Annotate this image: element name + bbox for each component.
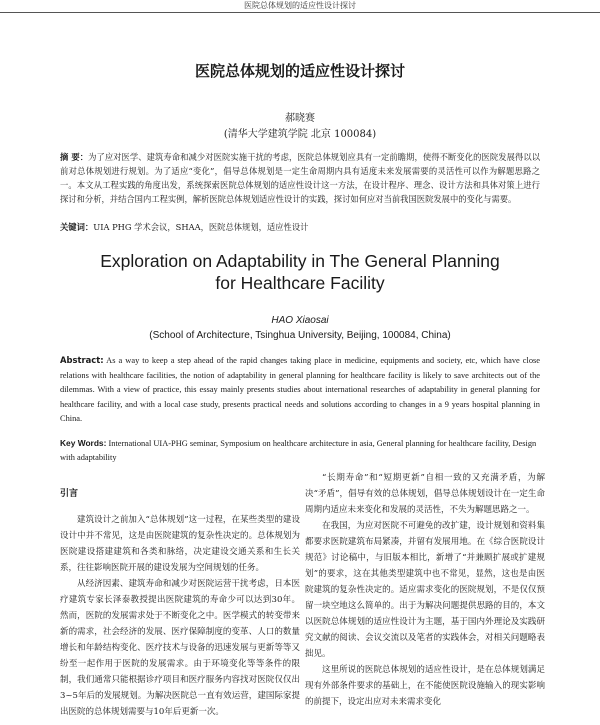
- left-paragraph-1: 建筑设计之前加入“总体规划”这一过程，在某些类型的建设设计中并不常见，这是由医院建筑的复杂性决定的。总体规划为医院建设搭建建筑和各类和脉络，决定建设交通关系和生长关系，往往影响医院开展的建设发展为空间规划的任务。: [60, 515, 300, 573]
- english-keywords-label: Key Words:: [60, 438, 107, 448]
- chinese-abstract: [60, 150, 540, 206]
- chinese-affiliation: (清华大学建筑学院 北京 100084): [223, 129, 377, 140]
- chinese-keywords-text: UIA PHG 学术会议，SHAA，医院总体规划，适应性设计: [93, 222, 309, 232]
- chinese-author: 郝晓赛: [285, 113, 315, 124]
- english-keywords: [60, 437, 540, 464]
- right-paragraph-3: 这里所说的医院总体规划的适应性设计，是在总体规划满足现有外部条件要求的基础上，在不能使医院设施输入的现实影响的前提下，设定出应对未来需求变化: [305, 665, 545, 707]
- english-abstract-text: As a way to keep a step ahead of the rapid changes taking place in medicine, equipments and society, etc, which have close relations with healthcare facilities, the notion of adaptability in general planning for healthcare facility is likely to save architects out of the dilemmas. With a view of practice, this essay mainly presents studies about international researches of adaptability in general planning for healthcare facility, and with a local case study, presents practical needs and solutions according to changes in a 9 years hospital planning in China.: [60, 356, 540, 423]
- intro-heading: 引言: [60, 489, 79, 499]
- right-paragraph-1: “长期寿命”和“短期更新”自相一致的又充满矛盾，为解决“矛盾”，倡导有效的总体规划，倡导总体规划设计在一定生命周期内适应未来变化和发展的灵活性，不失为解题思路之一。: [305, 473, 545, 515]
- body-column-right: [305, 470, 545, 710]
- english-affiliation: (School of Architecture, Tsinghua University, Beijing, 100084, China): [149, 330, 451, 341]
- english-title-line-2: for Healthcare Facility: [215, 273, 385, 293]
- english-keywords-text: International UIA-PHG seminar, Symposium on healthcare architecture in asia, General planning for healthcare facility, Design with adaptability: [60, 439, 537, 462]
- chinese-abstract-label: 摘 要：: [60, 152, 89, 162]
- chinese-title: 医院总体规划的适应性设计探讨: [194, 62, 405, 80]
- chinese-abstract-text: 为了应对医学、建筑寿命和减少对医院实施干扰的考虑，医院总体规划应具有一定前瞻期，使得不断变化的医院发展得以以前对总体规划进行规划。为了适应“变化”，倡导总体规划是一定生命周期内具有适度未来发展需要的灵活性可以作为解题思路之一。本文从工程实践的角度出发，系统探索医院总体规划的适应性设计这一方法，在设计程序、理念、设计方法和具体对策上进行探讨和分析，并结合国内工程实例，解析医院总体规划适应性设计的实践，探讨如何应对当前我国医院发展中的变化与需要。: [60, 152, 540, 204]
- english-author: HAO Xiaosai: [271, 315, 329, 326]
- english-abstract-label: Abstract:: [60, 355, 104, 365]
- english-title: [0, 250, 600, 294]
- chinese-keywords-label: 关键词：: [60, 222, 94, 232]
- english-abstract: [60, 353, 540, 427]
- chinese-keywords: [60, 221, 540, 233]
- running-header: 医院总体规划的适应性设计探讨: [0, 0, 600, 13]
- body-column-left: [60, 470, 300, 720]
- left-paragraph-2: 从经济因素、建筑寿命和减少对医院运营干扰考虑，日本医疗建筑专家长泽泰教授提出医院建筑的寿命少可以达到30年。然而，医院的发展需求处于不断变化之中。医学模式的转变带来新的需求，社会经济的发展、医疗保障制度的变革、人口的数量增长和年龄结构变化、医疗技术与设备的迅速发展与更新等等又纷至一起作用于医院的发展需求。由于环境变化等等条件的限制，我们通常只能根据诊疗项目和医疗服务内容找对医院仅仅出3~5年后的发展规划。为解决医院总一直有效运营，建国际家提出医院的总体规划需要与10年后更新一次。: [60, 579, 300, 717]
- right-paragraph-2: 在我国，为应对医院不可避免的改扩建，设计规划和资料集都要求医院建筑布局紧凑，并留有发展用地。在《综合医院设计规范》讨论稿中，与旧版本相比，新增了“并兼顾扩展或扩建规划”的要求，这在其他类型建筑中也不常见，显然，这也是由医院建筑的复杂性决定的。适应需求变化的医院规划，不是仅仅预留一块空地这么简单的。出于为解决问题提供思路的目的，本文以医院总体规划的适应性设计为主题，基于国内外理论及实践研究文献的阅读、会议交流以及笔者的实践体会，对相关问题略表拙见。: [305, 521, 545, 659]
- english-title-line-1: Exploration on Adaptability in The General Planning: [100, 251, 500, 271]
